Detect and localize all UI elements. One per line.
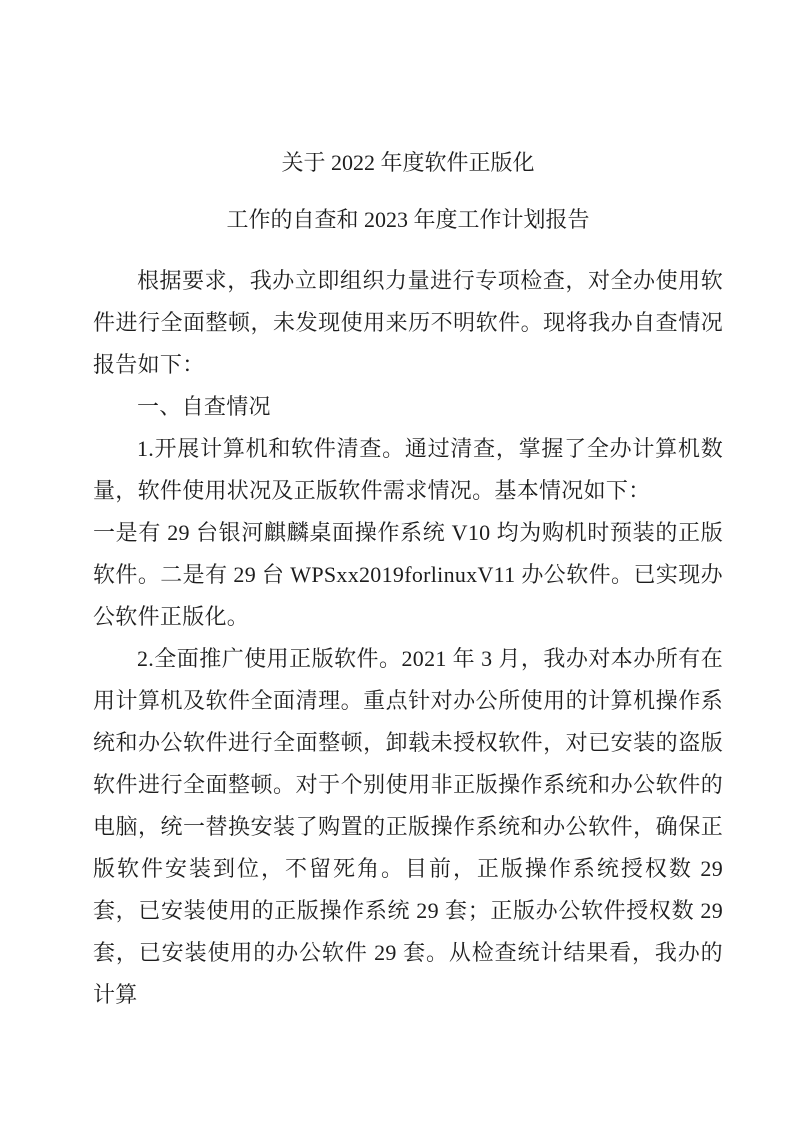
document-title-line-1: 关于 2022 年度软件正版化 bbox=[281, 150, 535, 175]
paragraph-item-1-detail: 一是有 29 台银河麒麟桌面操作系统 V10 均为购机时预装的正版软件。二是有 29 台 WPSxx2019forlinuxV11 办公软件。已实现办公软件正版化。 bbox=[93, 520, 723, 629]
paragraph-item-1: 1.开展计算机和软件清查。通过清查，掌握了全办计算机数量，软件使用状况及正版软件需求情况。基本情况如下： bbox=[93, 436, 723, 503]
paragraph-item-2: 2.全面推广使用正版软件。2021 年 3 月，我办对本办所有在用计算机及软件全面清理。重点针对办公所使用的计算机操作系统和办公软件进行全面整顿，卸载未授权软件，对已安装的盗版软件进行全面整顿。对于个别使用非正版操作系统和办公软件的电脑，统一替换安装了购置的正版操作系统和办公软件，确保正版软件安装到位，不留死角。目前，正版操作系统授权数 29 套，已安装使用的正版操作系统 29 套；正版办公软件授权数 29 套，已安装使用的办公软件 29 套。从检查统计结果看，我办的计算 bbox=[93, 646, 723, 1007]
document-body bbox=[93, 260, 723, 1016]
document-title-line-2: 工作的自查和 2023 年度工作计划报告 bbox=[226, 207, 590, 232]
section-heading-self-inspection: 一、自查情况 bbox=[137, 394, 271, 419]
paragraph-intro: 根据要求，我办立即组织力量进行专项检查，对全办使用软件进行全面整顿，未发现使用来历不明软件。现将我办自查情况报告如下： bbox=[93, 268, 723, 377]
